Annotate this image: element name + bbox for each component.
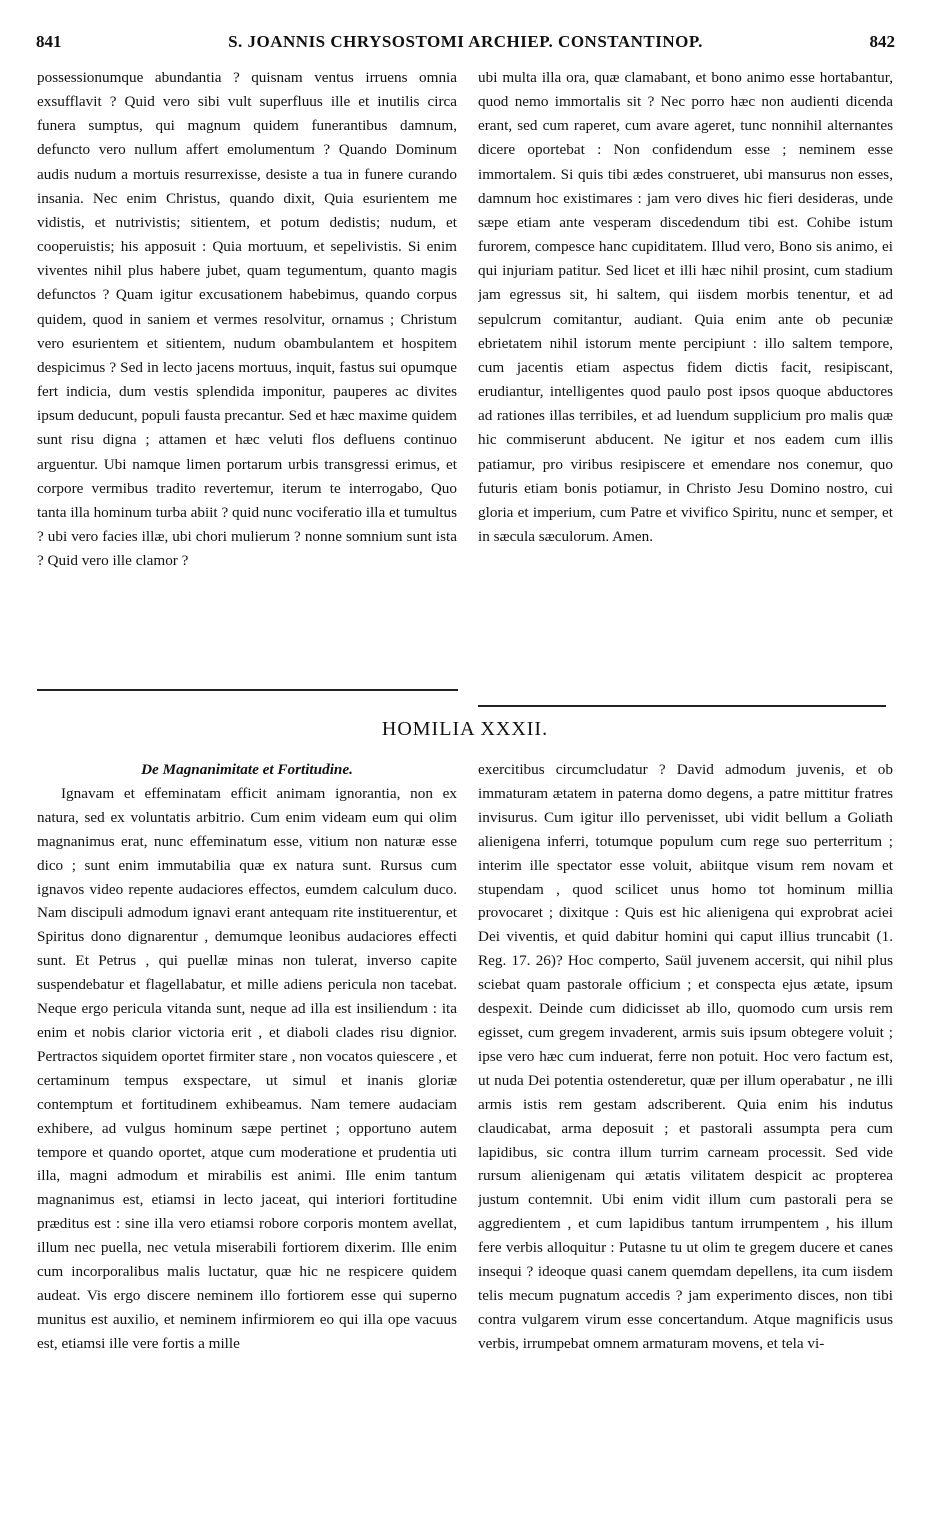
homily-title: HOMILIA XXXII. (381, 718, 549, 740)
paragraph-top-right: ubi multa illa ora, quæ clamabant, et bono animo esse hortabantur, quod nemo immortalis sit ? Nec porro hæc non audienti dicenda erant, sed cum raperet, cum avare ageret, tunc nonnihil alternantes dicere oportebat : Non confidendum esse ; neminem esse immortalem. Si quis tibi ædes construeret, ubi mansurus non esses, damnum hoc existimares : jam vero dives hic fieri desideras, unde sæpe etiam ante vesperam discedendum tibi est. Cohibe istum furorem, compesce hanc cupiditatem. Illud vero, Bono sis animo, ei qui injuriam patitur. Sed licet et illi hæc nihil prosint, cum stadium jam egressus sit, hi saltem, qui iisdem morbis tenentur, et ad sepulcrum comitantur, audiant. Quia enim ante ob pecuniæ ebrietatem nihil istorum mente percipiunt : illo saltem tempore, cum jacentis etiam aspectus fidem dictis facit, resipiscant, erudiantur, intelligentes quod paulo post ipsos quoque abductores ad rationes illas terribiles, et ad luendum supplicium pro malis quæ hic commiserunt abducent. Ne igitur et nos eadem cum illis patiamur, pro viribus resipiscere et emendare nos conemur, quo futuris etiam bonis potiamur, in Christo Jesu Domino nostro, cui gloria et imperium, cum Patre et vivifico Spiritu, nunc et semper, et in sæcula sæculorum. Amen. (478, 69, 893, 545)
paragraph-bottom-left: Ignavam et effeminatam efficit animam ignorantia, non ex natura, sed ex voluntatis arbitrio. Cum enim videam eum qui olim magnanimus erat, nunc effeminatum esse, vitium non naturæ esse dico ; sunt enim immutabilia quæ ex natura sunt. Rursus cum ignavos video repente audaciores effectos, eumdem calculum duco. Nam discipuli admodum ignavi erant antequam rite instituerentur, et Spiritus dono dignarentur , demumque leonibus audaciores effecti sunt. Et Petrus , qui puellæ minas non tulerat, inverso capite suspendebatur et flagellabatur, et mille adiens pericula non tacebat. Neque ergo pericula vitanda sunt, neque ad illa est insiliendum : ita enim et nobis clarior victoria erit , et diaboli clades risu dignior. Pertractos siquidem oportet firmiter stare , non vocatos quiescere , et certaminum tempus exspectare, ut simul et inanis gloriæ contemptum et fortitudinem exhibeamus. Nam temere audaciam exhibere, ad vulgus hominum sæpe pertinet ; opportuno autem tempore et quando oportet, atque cum moderatione et prudentia uti illa, magni admodum et mirabilis est animi. Ille enim tantum magnanimus est, etiamsi in lecto jaceat, qui interiori fortitudine præditus est : sine illa vero etiamsi robore corporis montem avellat, illum nec puella, nec vetula miserabili fortiorem dixerim. Ille enim cum incorporalibus malis luctatur, quæ hic ne respicere quidem audeat. Vis ergo discere neminem illo fortiorem esse qui superno munitus est auxilio, et neminem infirmiorem eo qui illa ope vacuus est, etiamsi ille vere fortis a mille (37, 784, 457, 1352)
running-title: S. JOANNIS CHRYSOSTOMI ARCHIEP. CONSTANTINOP. (228, 32, 703, 51)
column-bottom-left (37, 758, 457, 1518)
paragraph-top-left: possessionumque abundantia ? quisnam ventus irruens omnia exsufflavit ? Quid vero sibi vult superfluus ille et inutilis circa funera sumptus, qui magnum quidem funerantibus damnum, defuncto vero nullum affert emolumentum ? Quando Dominum audis nudum a mortuis resurrexisse, desiste a tua in funere curando insania. Nec enim Christus, quando dixit, Quia esurientem me vidistis, et nutrivistis; sitientem, et potum dedistis; nudum, et cooperuistis; his apposuit : Quia mortuum, et sepelivistis. Si enim viventes nihil plus habere jubet, quam tegumentum, quanto magis defunctos ? Quam igitur excusationem habebimus, quando corpus quidem, quod in saniem et vermes resolvitur, ornamus ; Christum vero esurientem et sitientem, nudum obambulantem et hospitem despicimus ? Sed in lecto jacens mortuus, inquit, fastus sui opumque fert indicia, dum vestis splendida imponitur, pauperes ac divites ipsum deducunt, populi fausta precantur. Sed et hæc maxime quidem sunt risu digna ; attamen et hæc veluti flos defluens continuo arguentur. Ubi namque limen portarum urbis transgressi erimus, et corpore vermibus tradito revertemur, iterum te interrogabo, Quo tanta illa hominum turba abiit ? quid nunc vociferatio illa et tumultus ? ubi vero facies illæ, ubi chori mulierum ? nonne somnium sunt ista ? Quid vero ille clamor ? (37, 69, 457, 570)
homily-subtitle: De Magnanimitate et Fortitudine. (141, 761, 353, 778)
page-number-left: 841 (36, 32, 62, 51)
divider-right (478, 705, 886, 707)
column-bottom-right (478, 758, 893, 1518)
column-top-right (478, 66, 893, 666)
divider-left (37, 689, 458, 691)
column-top-left (37, 66, 457, 684)
page-number-right: 842 (869, 32, 895, 51)
paragraph-bottom-right: exercitibus circumcludatur ? David admodum juvenis, et ob immaturam ætatem in paterna domo degens, a patre mittitur fratres invisurus. Cum igitur illo pervenisset, ubi vidit bellum a Goliath alienigena inferri, totumque populum cum rege suo perterritum ; interim ille spectator esse voluit, abiitque visum rem novam et stupendam , quod scilicet unus homo tot hominum millia provocaret ; dixitque : Quis est hic alienigena qui exprobrat aciei Dei viventis, et quid dabitur homini qui caput illius truncabit (1. Reg. 17. 26)? Hoc comperto, Saül juvenem accersit, qui nihil plus sciebat quam pastorale officium ; et conspecta ejus ætate, ipsum despexit. Deinde cum didicisset ab illo, quomodo cum ursis rem egisset, cum gregem invaderent, armis suis ipsum obtegere voluit ; ipse vero hæc cum induerat, ferre non potuit. Hoc vero factum est, ut nuda Dei potentia ostenderetur, quæ per illum operabatur , ne illi armis istis rem gestam adscriberent. Quia enim his indutus claudicabat, arma deposuit ; et pastorali assumpta pera cum lapidibus, sic contra illum turrim carneam processit. Sed vide rursum alienigenam qui ætatis vilitatem despicit ac propterea justum contemnit. Ubi enim vidit illum cum pastorali pera se aggredientem , et cum lapidibus tantum irrumpentem , his illum fere verbis alloquitur : Putasne tu ut olim te gregem ducere et canes insequi ? ideoque quasi canem quemdam depellens, ita cum iisdem telis mecum pugnatum accedis ? jam experimento disces, non tibi contra vulgarem virum esse concertandum. Atque magnificis usus verbis, irrumpebat omnem armaturam movens, et tela vi- (478, 761, 893, 1352)
running-header (36, 32, 895, 54)
